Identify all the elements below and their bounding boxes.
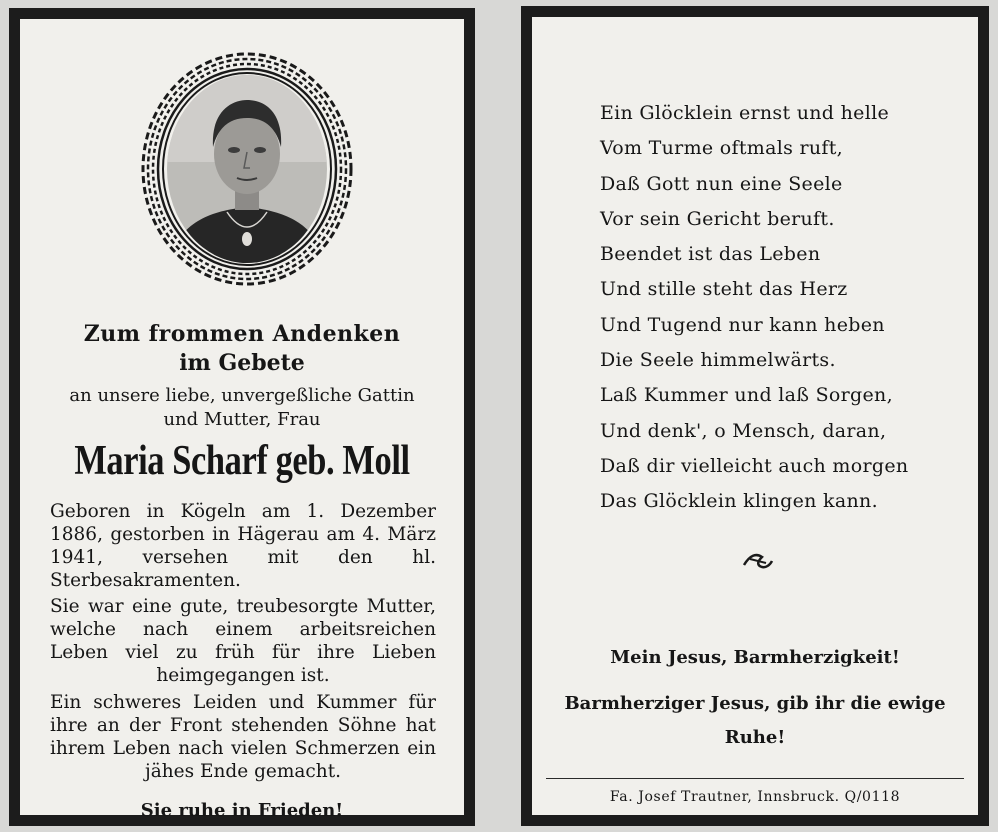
prayer-line-2: Barmherziger Jesus, gib ihr die ewige bbox=[564, 693, 946, 714]
poem-line: Ein Glöcklein ernst und helle bbox=[600, 102, 889, 124]
farewell-line: Sie ruhe in Frieden! bbox=[140, 800, 344, 821]
poem-line: Vom Turme oftmals ruft, bbox=[600, 137, 844, 160]
printer-imprint: Fa. Josef Trautner, Innsbruck. Q/0118 bbox=[609, 789, 901, 805]
portrait-photo bbox=[141, 52, 353, 286]
memorial-card-front bbox=[9, 8, 475, 826]
poem-line: Daß Gott nun eine Seele bbox=[600, 172, 843, 195]
poem bbox=[600, 96, 930, 520]
poem-line: Daß dir vielleicht auch morgen bbox=[600, 454, 909, 477]
sorrow-text: Ein schweres Leiden und Kummer für ihre an der Front stehenden Söhne hat ihrem Leben nach vielen Schmerzen ein jähes Ende gemacht. bbox=[50, 692, 436, 782]
ornament-icon bbox=[740, 547, 776, 571]
poem-line: Vor sein Gericht beruft. bbox=[600, 207, 835, 230]
mother-text: Sie war eine gute, treubesorgte Mutter, welche nach einem arbeitsreichen Leben viel zu früh für ihre Lieben heimgegangen ist. bbox=[50, 596, 436, 686]
intro-text bbox=[20, 384, 464, 432]
heading-line-1: Zum frommen Andenken bbox=[83, 321, 401, 347]
prayer-line-1: Mein Jesus, Barmherzigkeit! bbox=[610, 647, 900, 668]
intro-line-2: und Mutter, Frau bbox=[163, 409, 321, 430]
memorial-card-back bbox=[521, 6, 989, 826]
portrait-frame bbox=[141, 52, 353, 286]
divider bbox=[546, 778, 964, 779]
deceased-name: Maria Scharf geb. Moll bbox=[74, 438, 410, 484]
intro-line-1: an unsere liebe, unvergeßliche Gattin bbox=[69, 385, 415, 406]
poem-line: Das Glöcklein klingen kann. bbox=[600, 490, 878, 513]
poem-line: Beendet ist das Leben bbox=[600, 243, 821, 266]
poem-line: Und stille steht das Herz bbox=[600, 278, 848, 301]
poem-line: Und denk', o Mensch, daran, bbox=[600, 419, 887, 442]
poem-line: Die Seele himmelwärts. bbox=[600, 349, 836, 372]
birth-death-text: Geboren in Kögeln am 1. Dezember 1886, gestorben in Hägerau am 4. März 1941, versehen mit den hl. Sterbesakramenten. bbox=[50, 501, 436, 591]
poem-line: Laß Kummer und laß Sorgen, bbox=[600, 384, 893, 407]
heading-line-2: im Gebete bbox=[179, 350, 305, 376]
poem-line: Und Tugend nur kann heben bbox=[600, 313, 885, 336]
prayer-line-3: Ruhe! bbox=[724, 727, 786, 748]
